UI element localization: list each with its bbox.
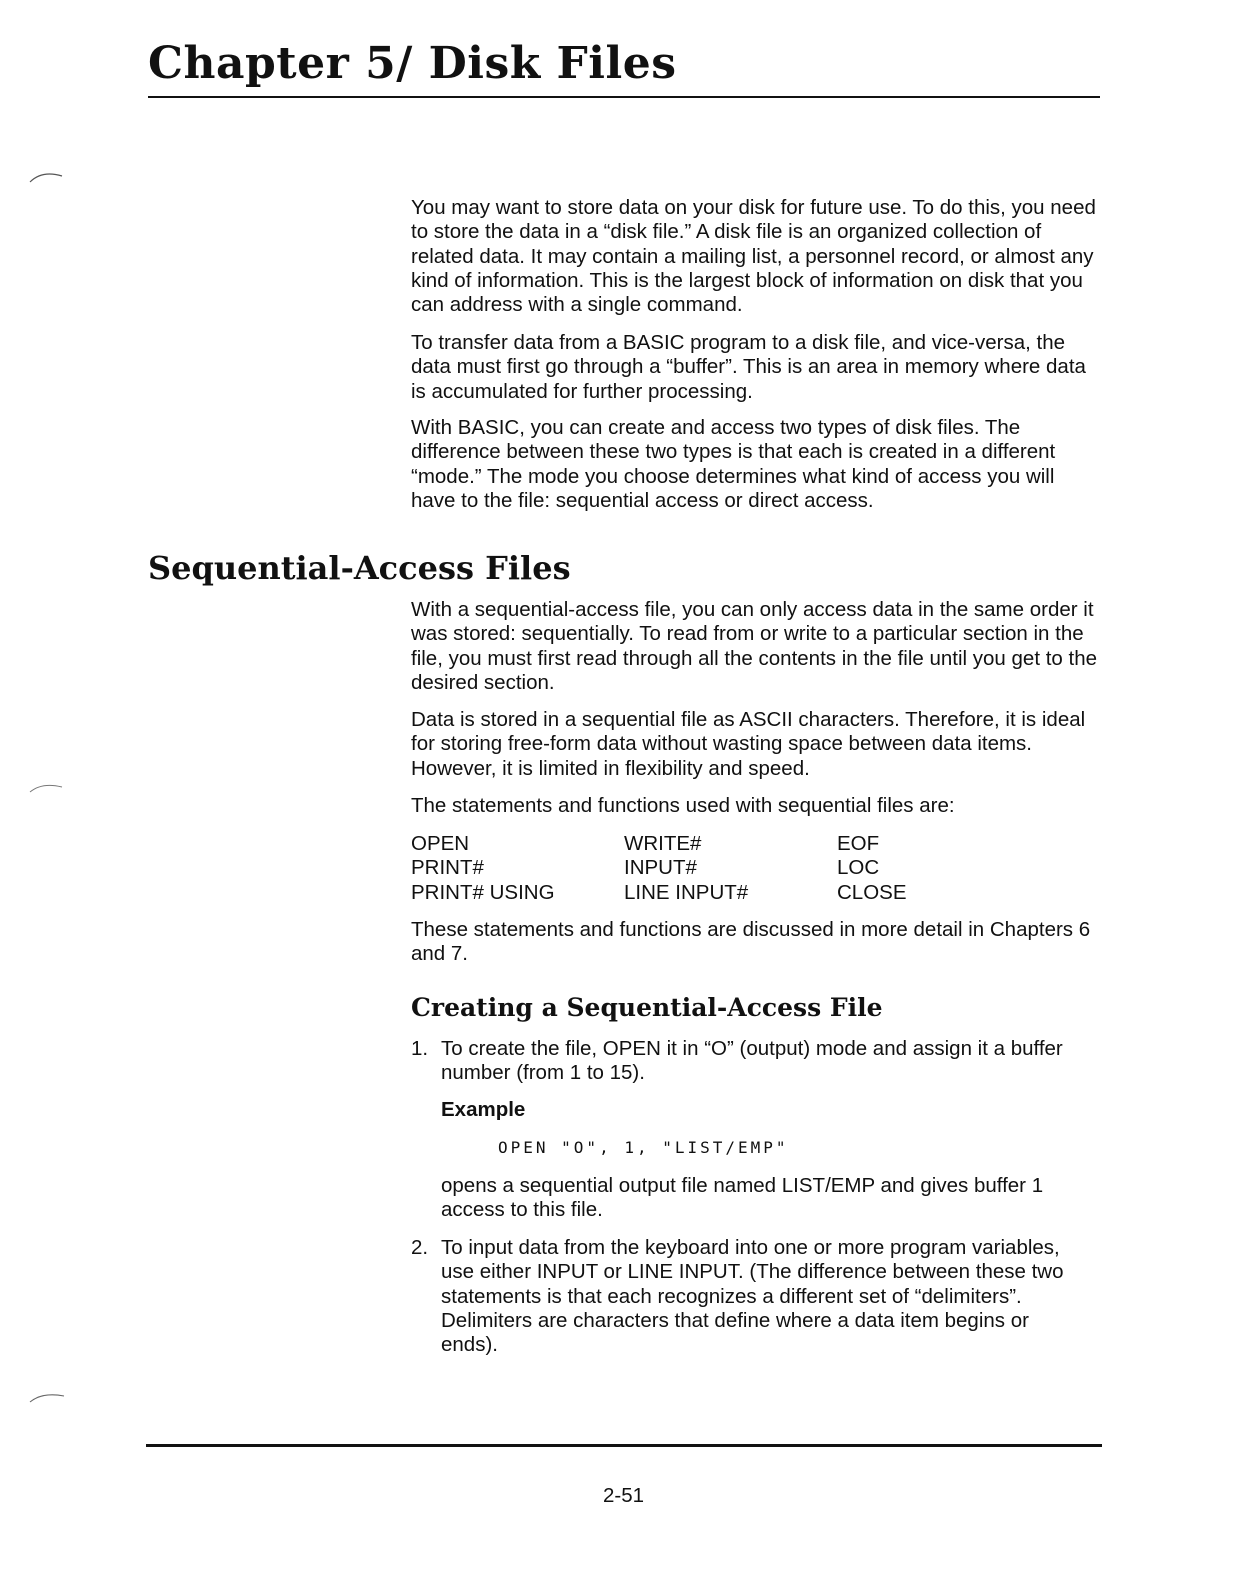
page-number: 2-51: [602, 1484, 645, 1507]
statements-table: [411, 832, 1031, 905]
header-rule: [148, 96, 1100, 98]
intro-paragraph: You may want to store data on your disk for future use. To do this, you need to store the data in a “disk file.” A disk file is an organized collection of related data. It may contain a mailing list, a personnel record, or almost any kind of information. This is the largest block of information on disk that you can address with a single command.: [411, 196, 1096, 317]
statement-cell: WRITE#: [624, 832, 702, 855]
step-explanation: opens a sequential output file named LIST/EMP and gives buffer 1 access to this file.: [441, 1174, 1044, 1222]
margin-hole-mark: [28, 168, 68, 186]
statements-row: [411, 856, 1031, 880]
code-example: OPEN "O", 1, "LIST/EMP": [498, 1138, 789, 1157]
footer-rule: [146, 1444, 1102, 1447]
step-number: 2.: [411, 1236, 429, 1259]
statement-cell: CLOSE: [837, 880, 907, 904]
statement-cell: PRINT#: [411, 856, 484, 880]
subsection-heading: Creating a Sequential-Access File: [411, 993, 883, 1022]
statement-cell: OPEN: [411, 832, 470, 855]
body-paragraph: Data is stored in a sequential file as ASCII characters. Therefore, it is ideal for storing free-form data without wasting space between data items. However, it is limited in flexibility and speed.: [411, 708, 1086, 780]
step-number: 1.: [411, 1037, 429, 1060]
chapter-title: Chapter 5/ Disk Files: [148, 38, 677, 89]
step-text: To create the file, OPEN it in “O” (output) mode and assign it a buffer number (from 1 to 15).: [441, 1037, 1063, 1085]
margin-hole-mark: [28, 1390, 68, 1408]
statement-cell: LINE INPUT#: [624, 880, 749, 904]
statement-cell: PRINT# USING: [411, 880, 555, 904]
statement-cell: INPUT#: [624, 856, 697, 880]
statements-row: [411, 832, 1031, 856]
statement-cell: LOC: [837, 856, 880, 880]
body-paragraph: The statements and functions used with sequential files are:: [411, 794, 955, 817]
example-label: Example: [441, 1098, 526, 1121]
body-paragraph: These statements and functions are discussed in more detail in Chapters 6 and 7.: [411, 918, 1091, 966]
margin-hole-mark: [28, 778, 68, 796]
section-heading: Sequential-Access Files: [148, 549, 571, 587]
body-paragraph: With a sequential-access file, you can only access data in the same order it was stored: sequentially. To read from or write to a particular section in the file, you must first read through all the contents in the file until you get to the desired section.: [411, 598, 1097, 694]
intro-paragraph: To transfer data from a BASIC program to a disk file, and vice-versa, the data must first go through a “buffer”. This is an area in memory where data is accumulated for further processing.: [411, 331, 1086, 403]
intro-paragraph: With BASIC, you can create and access two types of disk files. The difference between these two types is that each is created in a different “mode.” The mode you choose determines what kind of access you will have to the file: sequential access or direct access.: [411, 416, 1056, 512]
step-text: To input data from the keyboard into one or more program variables, use either INPUT or LINE INPUT. (The difference between these two statements is that each recognizes a different set of “delimiters”. Delimiters are characters that define where a data item begins or ends).: [441, 1236, 1064, 1357]
statements-row: [411, 881, 1031, 905]
statement-cell: EOF: [837, 832, 880, 855]
